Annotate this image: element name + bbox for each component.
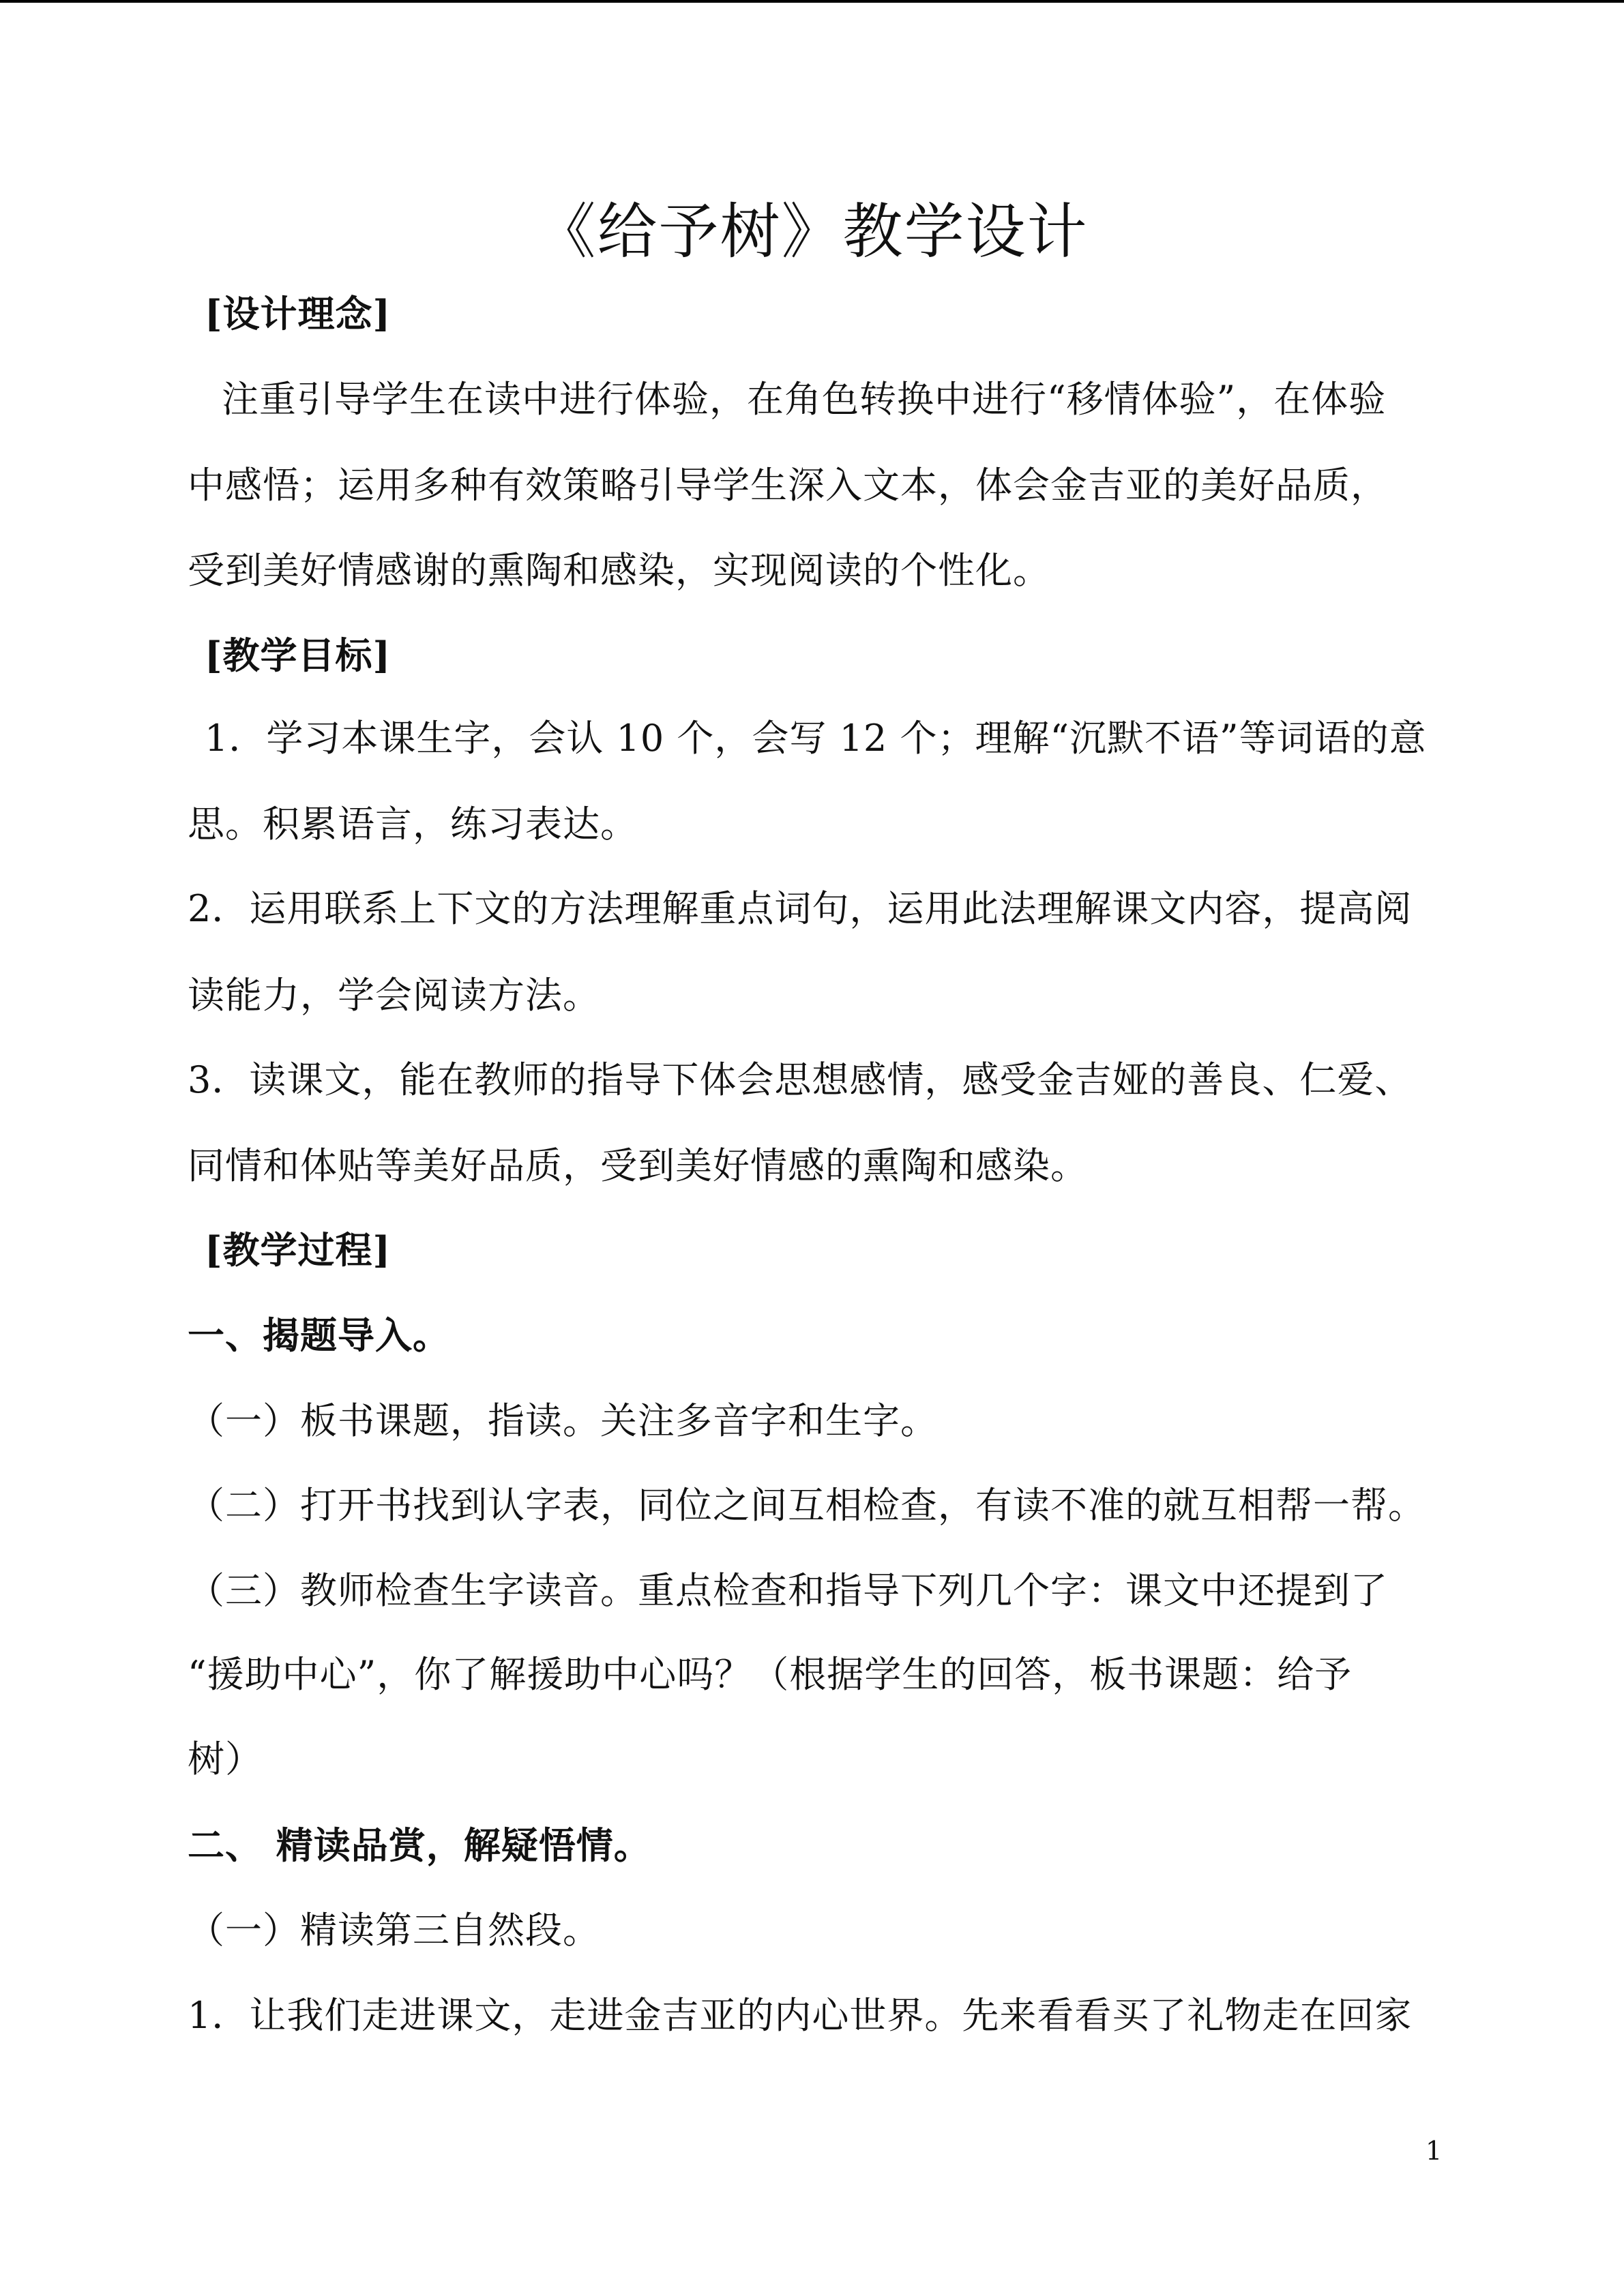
paragraph-line: “援助中心”，你了解援助中心吗？（根据学生的回答，板书课题：给予 — [188, 1653, 1353, 1696]
paragraph-line: 3．读课文，能在教师的指导下体会思想感情，感受金吉娅的善良、仁爱、 — [188, 1058, 1413, 1101]
paragraph-line: （一）板书课题，指读。关注多音字和生字。 — [188, 1399, 938, 1442]
paragraph-line: 受到美好情感谢的熏陶和感染，实现阅读的个性化。 — [188, 549, 1050, 592]
document-title: 《给予树》教学设计 — [535, 196, 1089, 267]
paragraph-line: 注重引导学生在读中进行体验，在角色转换中进行“移情体验”，在体验 — [222, 378, 1387, 421]
paragraph-line: 2．运用联系上下文的方法理解重点词句，运用此法理解课文内容，提高阅 — [188, 887, 1413, 930]
paragraph-line: 树） — [188, 1738, 263, 1780]
section-heading-teaching-goals: [教学目标] — [205, 633, 392, 677]
section-heading-teaching-process: [教学过程] — [205, 1228, 392, 1272]
paragraph-line: 思。积累语言，练习表达。 — [188, 803, 638, 846]
paragraph-line: （三）教师检查生字读音。重点检查和指导下列几个字：课文中还提到了 — [188, 1569, 1388, 1612]
paragraph-line: （二）打开书找到认字表，同位之间互相检查，有读不准的就互相帮一帮。 — [188, 1484, 1426, 1527]
paragraph-line: 读能力，学会阅读方法。 — [188, 974, 600, 1017]
subheading-close-reading: 二、 精读品赏，解疑悟情。 — [188, 1823, 651, 1867]
paragraph-line: 同情和体贴等美好品质，受到美好情感的熏陶和感染。 — [188, 1144, 1088, 1187]
page-number: 1 — [1426, 2136, 1443, 2166]
subheading-intro: 一、揭题导入。 — [188, 1313, 450, 1357]
section-heading-design-concept: [设计理念] — [205, 292, 392, 336]
paragraph-line: 1．学习本课生字，会认 10 个，会写 12 个；理解“沉默不语”等词语的意 — [205, 717, 1427, 760]
paragraph-line: 1．让我们走进课文，走进金吉亚的内心世界。先来看看买了礼物走在回家 — [188, 1994, 1413, 2037]
paragraph-line: 中感悟；运用多种有效策略引导学生深入文本，体会金吉亚的美好品质， — [188, 464, 1388, 507]
paragraph-line: （一）精读第三自然段。 — [188, 1909, 600, 1952]
top-border — [0, 0, 1624, 3]
